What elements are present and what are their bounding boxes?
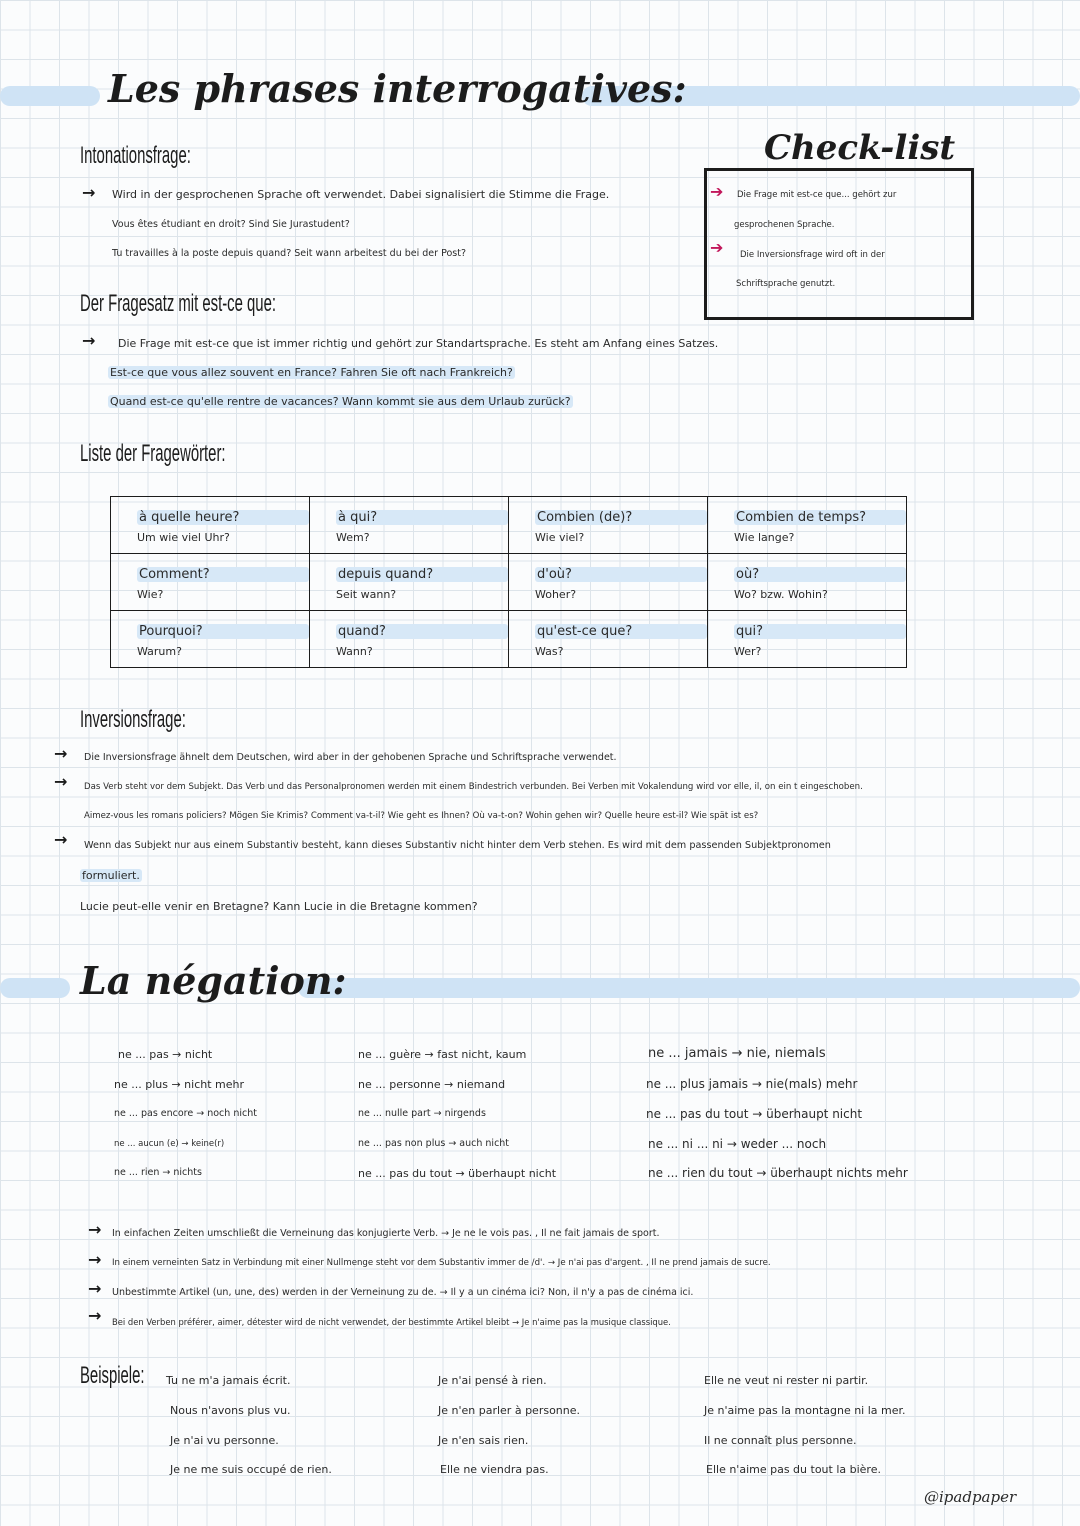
- inversion-heading: Inversionsfrage:: [80, 706, 186, 733]
- arrow-icon: →: [54, 744, 68, 763]
- negation-rule4: Bei den Verben préférer, aimer, détester wird de nicht verwendet, der bestimmte Artikel bleibt → Je n'aime pas la musique classique.: [112, 1317, 671, 1327]
- beispiel-item: Tu ne m'a jamais écrit.: [166, 1374, 291, 1387]
- title-band-right: [298, 978, 1080, 998]
- arrow-icon: →: [82, 183, 96, 202]
- table-cell: [310, 497, 509, 554]
- negation-rule2: In einem verneinten Satz in Verbindung mit einer Nullmenge steht vor dem Substantiv immer de /d'. → Je n'ai pas d'argent. , Il ne prend jamais de sucre.: [112, 1258, 771, 1268]
- de-word: Was?: [535, 645, 564, 658]
- fr-word: qu'est-ce que?: [535, 624, 707, 639]
- de-word: Wann?: [336, 645, 373, 658]
- beispiel-item: Je n'ai pensé à rien.: [438, 1374, 547, 1387]
- beispiel-item: Je n'en parler à personne.: [438, 1404, 581, 1417]
- pink-arrow-icon: ➔: [710, 238, 724, 257]
- title-band-left: [0, 978, 70, 998]
- intonation-ex1: Vous êtes étudiant en droit? Sind Sie Jurastudent?: [112, 219, 350, 230]
- estceque-line1: Die Frage mit est-ce que ist immer richtig und gehört zur Standartsprache. Es steht am Anfang eines Satzes.: [118, 337, 719, 350]
- estceque-heading: Der Fragesatz mit est-ce que:: [80, 290, 276, 317]
- question-words-table: [110, 496, 907, 668]
- arrow-icon: →: [82, 331, 96, 350]
- fr-word: à quelle heure?: [137, 510, 309, 525]
- beispiele-heading: Beispiele:: [80, 1362, 145, 1389]
- page-title: Les phrases interrogatives:: [108, 66, 687, 111]
- table-cell: [708, 497, 907, 554]
- de-word: Warum?: [137, 645, 182, 658]
- fr-word: quand?: [336, 624, 508, 639]
- estceque-ex1: Est-ce que vous allez souvent en France? Fahren Sie oft nach Frankreich?: [110, 366, 513, 379]
- intonation-heading: Intonationsfrage:: [80, 142, 191, 169]
- arrow-icon: →: [88, 1220, 102, 1239]
- fr-word: à qui?: [336, 510, 508, 525]
- negation-item: ne ... aucun (e) → keine(r): [114, 1139, 225, 1149]
- de-word: Wem?: [336, 531, 370, 544]
- estceque-ex2: Quand est-ce qu'elle rentre de vacances? Wann kommt sie aus dem Urlaub zurück?: [110, 395, 571, 408]
- negation-item: ne ... pas du tout → überhaupt nicht: [358, 1167, 557, 1180]
- fr-word: où?: [734, 567, 906, 582]
- fr-word: qui?: [734, 624, 906, 639]
- table-row: [111, 497, 907, 554]
- arrow-icon: →: [54, 772, 68, 791]
- fr-word: Combien de temps?: [734, 510, 906, 525]
- beispiel-item: Elle n'aime pas du tout la bière.: [706, 1463, 881, 1476]
- negation-rule1: In einfachen Zeiten umschließt die Verneinung das konjugierte Verb. → Je ne le vois pas. , Il ne fait jamais de sport.: [112, 1228, 660, 1239]
- negation-item: ne ... rien du tout → überhaupt nichts mehr: [648, 1166, 908, 1180]
- negation-item: ne ... guère → fast nicht, kaum: [358, 1048, 527, 1061]
- de-word: Wer?: [734, 645, 762, 658]
- beispiel-item: Nous n'avons plus vu.: [170, 1404, 291, 1417]
- table-cell: [111, 611, 310, 668]
- table-cell: [509, 611, 708, 668]
- fr-word: Comment?: [137, 567, 309, 582]
- inversion-ex2: Lucie peut-elle venir en Bretagne? Kann Lucie in die Bretagne kommen?: [80, 900, 478, 913]
- table-cell: [310, 611, 509, 668]
- fr-word: depuis quand?: [336, 567, 508, 582]
- intonation-line1: Wird in der gesprochenen Sprache oft verwendet. Dabei signalisiert die Stimme die Frage.: [112, 188, 610, 201]
- negation-item: ne ... jamais → nie, niemals: [648, 1046, 826, 1061]
- fr-word: Pourquoi?: [137, 624, 309, 639]
- beispiel-item: Je n'en sais rien.: [438, 1434, 529, 1447]
- table-row: [111, 611, 907, 668]
- arrow-icon: →: [88, 1250, 102, 1269]
- negation-item: ne ... pas du tout → überhaupt nicht: [646, 1107, 863, 1121]
- credit-text: @ipadpaper: [924, 1488, 1017, 1506]
- de-word: Wie?: [137, 588, 164, 601]
- title-band-left: [0, 86, 100, 106]
- table-row: [111, 554, 907, 611]
- inversion-line2: Das Verb steht vor dem Subjekt. Das Verb und das Personalpronomen werden mit einem Bindestrich verbunden. Bei Verben mit Vokalendung wird vor elle, il, on ein t eingeschoben.: [84, 782, 863, 792]
- negation-item: ne ... plus → nicht mehr: [114, 1078, 245, 1091]
- checklist-item2-a: Die Inversionsfrage wird oft in der: [740, 250, 885, 260]
- table-cell: [310, 554, 509, 611]
- arrow-icon: →: [88, 1279, 102, 1298]
- table-cell: [111, 554, 310, 611]
- table-cell: [708, 611, 907, 668]
- beispiel-item: Elle ne veut ni rester ni partir.: [704, 1374, 869, 1387]
- beispiel-item: Elle ne viendra pas.: [440, 1463, 549, 1476]
- negation-item: ne ... plus jamais → nie(mals) mehr: [646, 1077, 858, 1091]
- negation-item: ne ... rien → nichts: [114, 1167, 202, 1178]
- inversion-line3-b: formuliert.: [82, 869, 140, 882]
- intonation-ex2: Tu travailles à la poste depuis quand? Seit wann arbeitest du bei der Post?: [112, 248, 466, 259]
- negation-item: ne ... nulle part → nirgends: [358, 1108, 486, 1119]
- de-word: Wo? bzw. Wohin?: [734, 588, 828, 601]
- fr-word: d'où?: [535, 567, 707, 582]
- de-word: Seit wann?: [336, 588, 397, 601]
- inversion-line1: Die Inversionsfrage ähnelt dem Deutschen, wird aber in der gehobenen Sprache und Schriftsprache verwendet.: [84, 752, 617, 763]
- table-cell: [111, 497, 310, 554]
- de-word: Wie lange?: [734, 531, 795, 544]
- beispiel-item: Je ne me suis occupé de rien.: [170, 1463, 332, 1476]
- de-word: Um wie viel Uhr?: [137, 531, 230, 544]
- beispiel-item: Je n'aime pas la montagne ni la mer.: [704, 1404, 906, 1417]
- beispiel-item: Il ne connaît plus personne.: [704, 1434, 857, 1447]
- negation-item: ne ... pas encore → noch nicht: [114, 1108, 257, 1119]
- negation-rule3: Unbestimmte Artikel (un, une, des) werden in der Verneinung zu de. → Il y a un cinéma ici? Non, il n'y a pas de cinéma ici.: [112, 1287, 694, 1298]
- arrow-icon: →: [88, 1306, 102, 1325]
- negation-item: ne ... pas → nicht: [118, 1048, 213, 1061]
- table-cell: [708, 554, 907, 611]
- de-word: Woher?: [535, 588, 577, 601]
- table-cell: [509, 497, 708, 554]
- de-word: Wie viel?: [535, 531, 585, 544]
- checklist-item1-b: gesprochenen Sprache.: [734, 220, 835, 230]
- table-cell: [509, 554, 708, 611]
- fr-word: Combien (de)?: [535, 510, 707, 525]
- fragewoerter-heading: Liste der Fragewörter:: [80, 440, 226, 467]
- negation-item: ne ... pas non plus → auch nicht: [358, 1138, 510, 1149]
- checklist-item2-b: Schriftsprache genutzt.: [736, 279, 836, 289]
- negation-title: La négation:: [80, 958, 347, 1003]
- checklist-item1-a: Die Frage mit est-ce que... gehört zur: [737, 190, 897, 200]
- arrow-icon: →: [54, 830, 68, 849]
- inversion-line3-a: Wenn das Subjekt nur aus einem Substantiv besteht, kann dieses Substantiv nicht hinter dem Verb stehen. Es wird mit dem passenden Subjektpronomen: [84, 840, 831, 851]
- negation-item: ne ... ni ... ni → weder ... noch: [648, 1137, 827, 1151]
- pink-arrow-icon: ➔: [710, 182, 724, 201]
- inversion-ex1: Aimez-vous les romans policiers? Mögen Sie Krimis? Comment va-t-il? Wie geht es Ihnen? Où va-t-on? Wohin gehen wir? Quelle heure est-il? Wie spät ist es?: [84, 811, 759, 821]
- checklist-title: Check-list: [764, 128, 956, 168]
- negation-item: ne ... personne → niemand: [358, 1078, 506, 1091]
- beispiel-item: Je n'ai vu personne.: [170, 1434, 279, 1447]
